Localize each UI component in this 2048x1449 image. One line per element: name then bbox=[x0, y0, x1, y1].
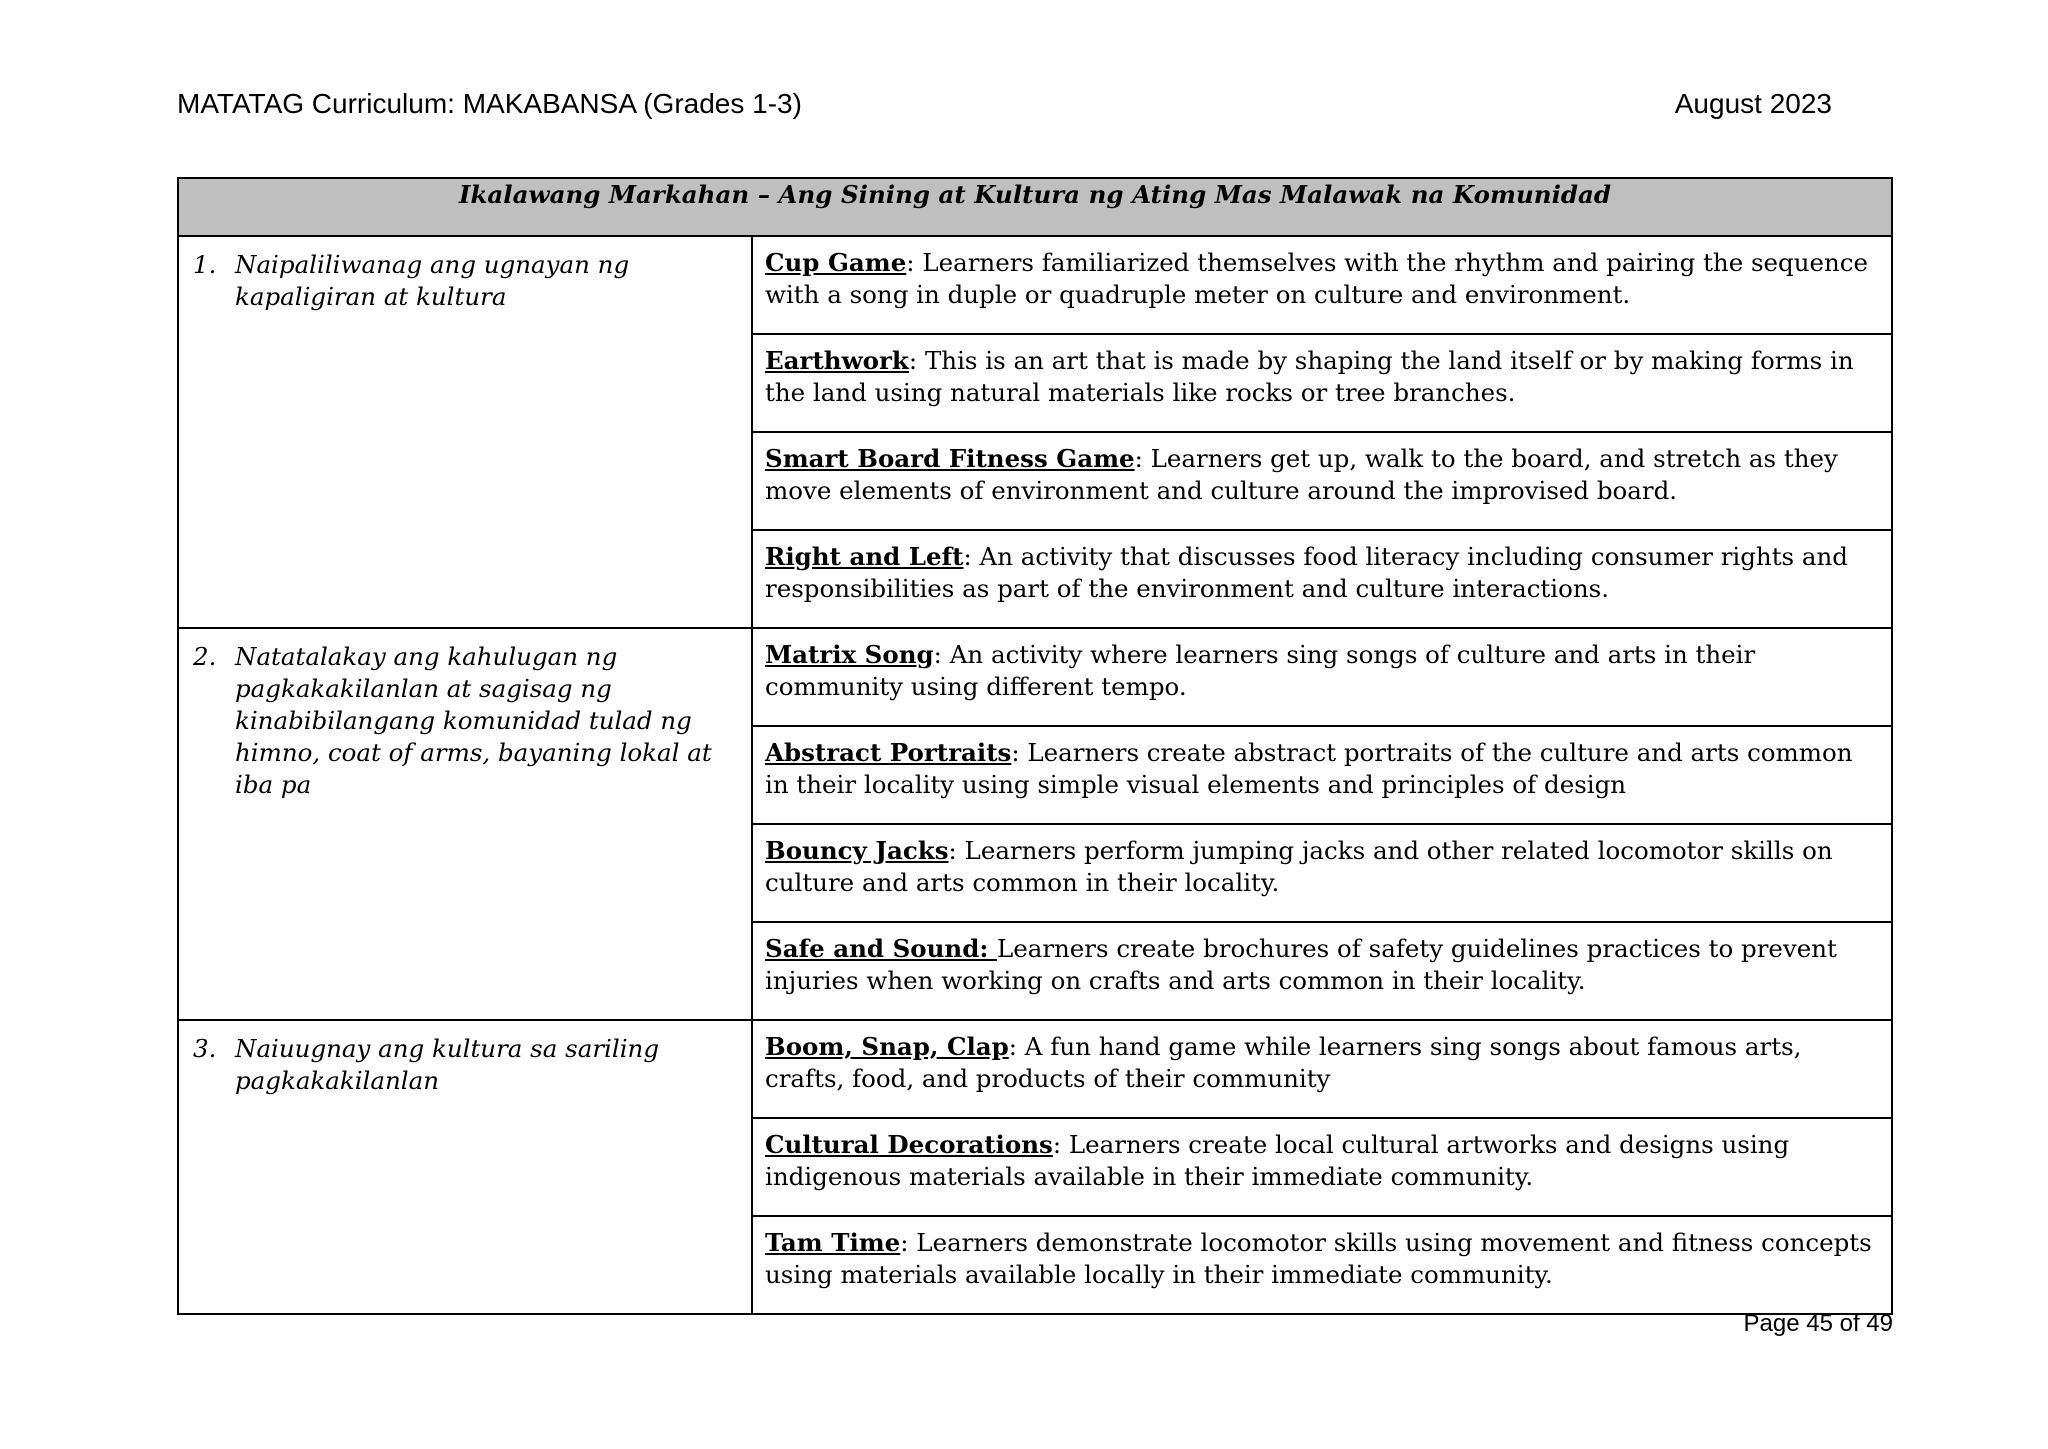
activity-name: Smart Board Fitness Game bbox=[765, 444, 1135, 473]
competency-cell bbox=[178, 628, 752, 1020]
competency-number: 3. bbox=[193, 1034, 217, 1063]
activity-description: : Learners perform jumping jacks and other related locomotor skills on culture and arts common in their locality. bbox=[765, 836, 1833, 897]
table-row bbox=[178, 1020, 1892, 1118]
activity-cell bbox=[752, 530, 1892, 628]
activity-cell bbox=[752, 1216, 1892, 1314]
activity-name: Safe and Sound: bbox=[765, 934, 997, 963]
activity-description: : Learners demonstrate locomotor skills using movement and fitness concepts using materials available locally in their immediate community. bbox=[765, 1228, 1872, 1289]
activity-name: Bouncy Jacks bbox=[765, 836, 949, 865]
table-row bbox=[178, 628, 1892, 726]
activity-cell bbox=[752, 824, 1892, 922]
curriculum-table bbox=[177, 177, 1893, 1315]
activity-cell bbox=[752, 628, 1892, 726]
activity-cell bbox=[752, 236, 1892, 334]
activity-name: Cultural Decorations bbox=[765, 1130, 1053, 1159]
competency-number: 1. bbox=[193, 250, 217, 279]
activity-cell bbox=[752, 1020, 1892, 1118]
activity-cell bbox=[752, 432, 1892, 530]
activity-cell bbox=[752, 1118, 1892, 1216]
activity-description: Learners create brochures of safety guidelines practices to prevent injuries when working on crafts and arts common in their locality. bbox=[765, 934, 1837, 995]
quarter-header-row bbox=[178, 178, 1892, 236]
table-row bbox=[178, 236, 1892, 334]
competency-text: Naipaliliwanag ang ugnayan ng kapaligiran at kultura bbox=[235, 250, 630, 311]
activity-cell bbox=[752, 922, 1892, 1020]
activity-description: : An activity where learners sing songs of culture and arts in their community using different tempo. bbox=[765, 640, 1756, 701]
activity-cell bbox=[752, 726, 1892, 824]
competency-number: 2. bbox=[193, 642, 217, 671]
page-number: Page 45 of 49 bbox=[1743, 1310, 1893, 1337]
activity-description: : Learners create abstract portraits of the culture and arts common in their locality using simple visual elements and principles of design bbox=[765, 738, 1853, 799]
activity-description: : An activity that discusses food literacy including consumer rights and responsibilities as part of the environment and culture interactions. bbox=[765, 542, 1848, 603]
activity-description: : Learners get up, walk to the board, and stretch as they move elements of environment and culture around the improvised board. bbox=[765, 444, 1838, 505]
competency-text: Naiuugnay ang kultura sa sariling pagkakakilanlan bbox=[235, 1034, 660, 1095]
competency-cell bbox=[178, 1020, 752, 1314]
activity-cell bbox=[752, 334, 1892, 432]
document-title: MATATAG Curriculum: MAKABANSA (Grades 1-3) bbox=[177, 88, 802, 119]
activity-name: Boom, Snap, Clap bbox=[765, 1032, 1009, 1061]
competency-cell bbox=[178, 236, 752, 628]
competency-text: Natatalakay ang kahulugan ng pagkakakilanlan at sagisag ng kinabibilangang komunidad tulad ng himno, coat of arms, bayaning lokal at iba pa bbox=[235, 642, 712, 799]
activity-name: Right and Left bbox=[765, 542, 964, 571]
document-date: August 2023 bbox=[1674, 88, 1832, 119]
quarter-title: Ikalawang Markahan – Ang Sining at Kultura ng Ating Mas Malawak na Komunidad bbox=[178, 178, 1892, 236]
activity-description: : Learners familiarized themselves with the rhythm and pairing the sequence with a song in duple or quadruple meter on culture and environment. bbox=[765, 248, 1869, 309]
activity-description: : A fun hand game while learners sing songs about famous arts, crafts, food, and products of their community bbox=[765, 1032, 1802, 1093]
activity-name: Earthwork bbox=[765, 346, 909, 375]
activity-name: Abstract Portraits bbox=[765, 738, 1012, 767]
activity-description: : Learners create local cultural artworks and designs using indigenous materials available in their immediate community. bbox=[765, 1130, 1790, 1191]
activity-name: Cup Game bbox=[765, 248, 907, 277]
activity-name: Matrix Song bbox=[765, 640, 934, 669]
activity-name: Tam Time bbox=[765, 1228, 901, 1257]
activity-description: : This is an art that is made by shaping the land itself or by making forms in the land using natural materials like rocks or tree branches. bbox=[765, 346, 1854, 407]
